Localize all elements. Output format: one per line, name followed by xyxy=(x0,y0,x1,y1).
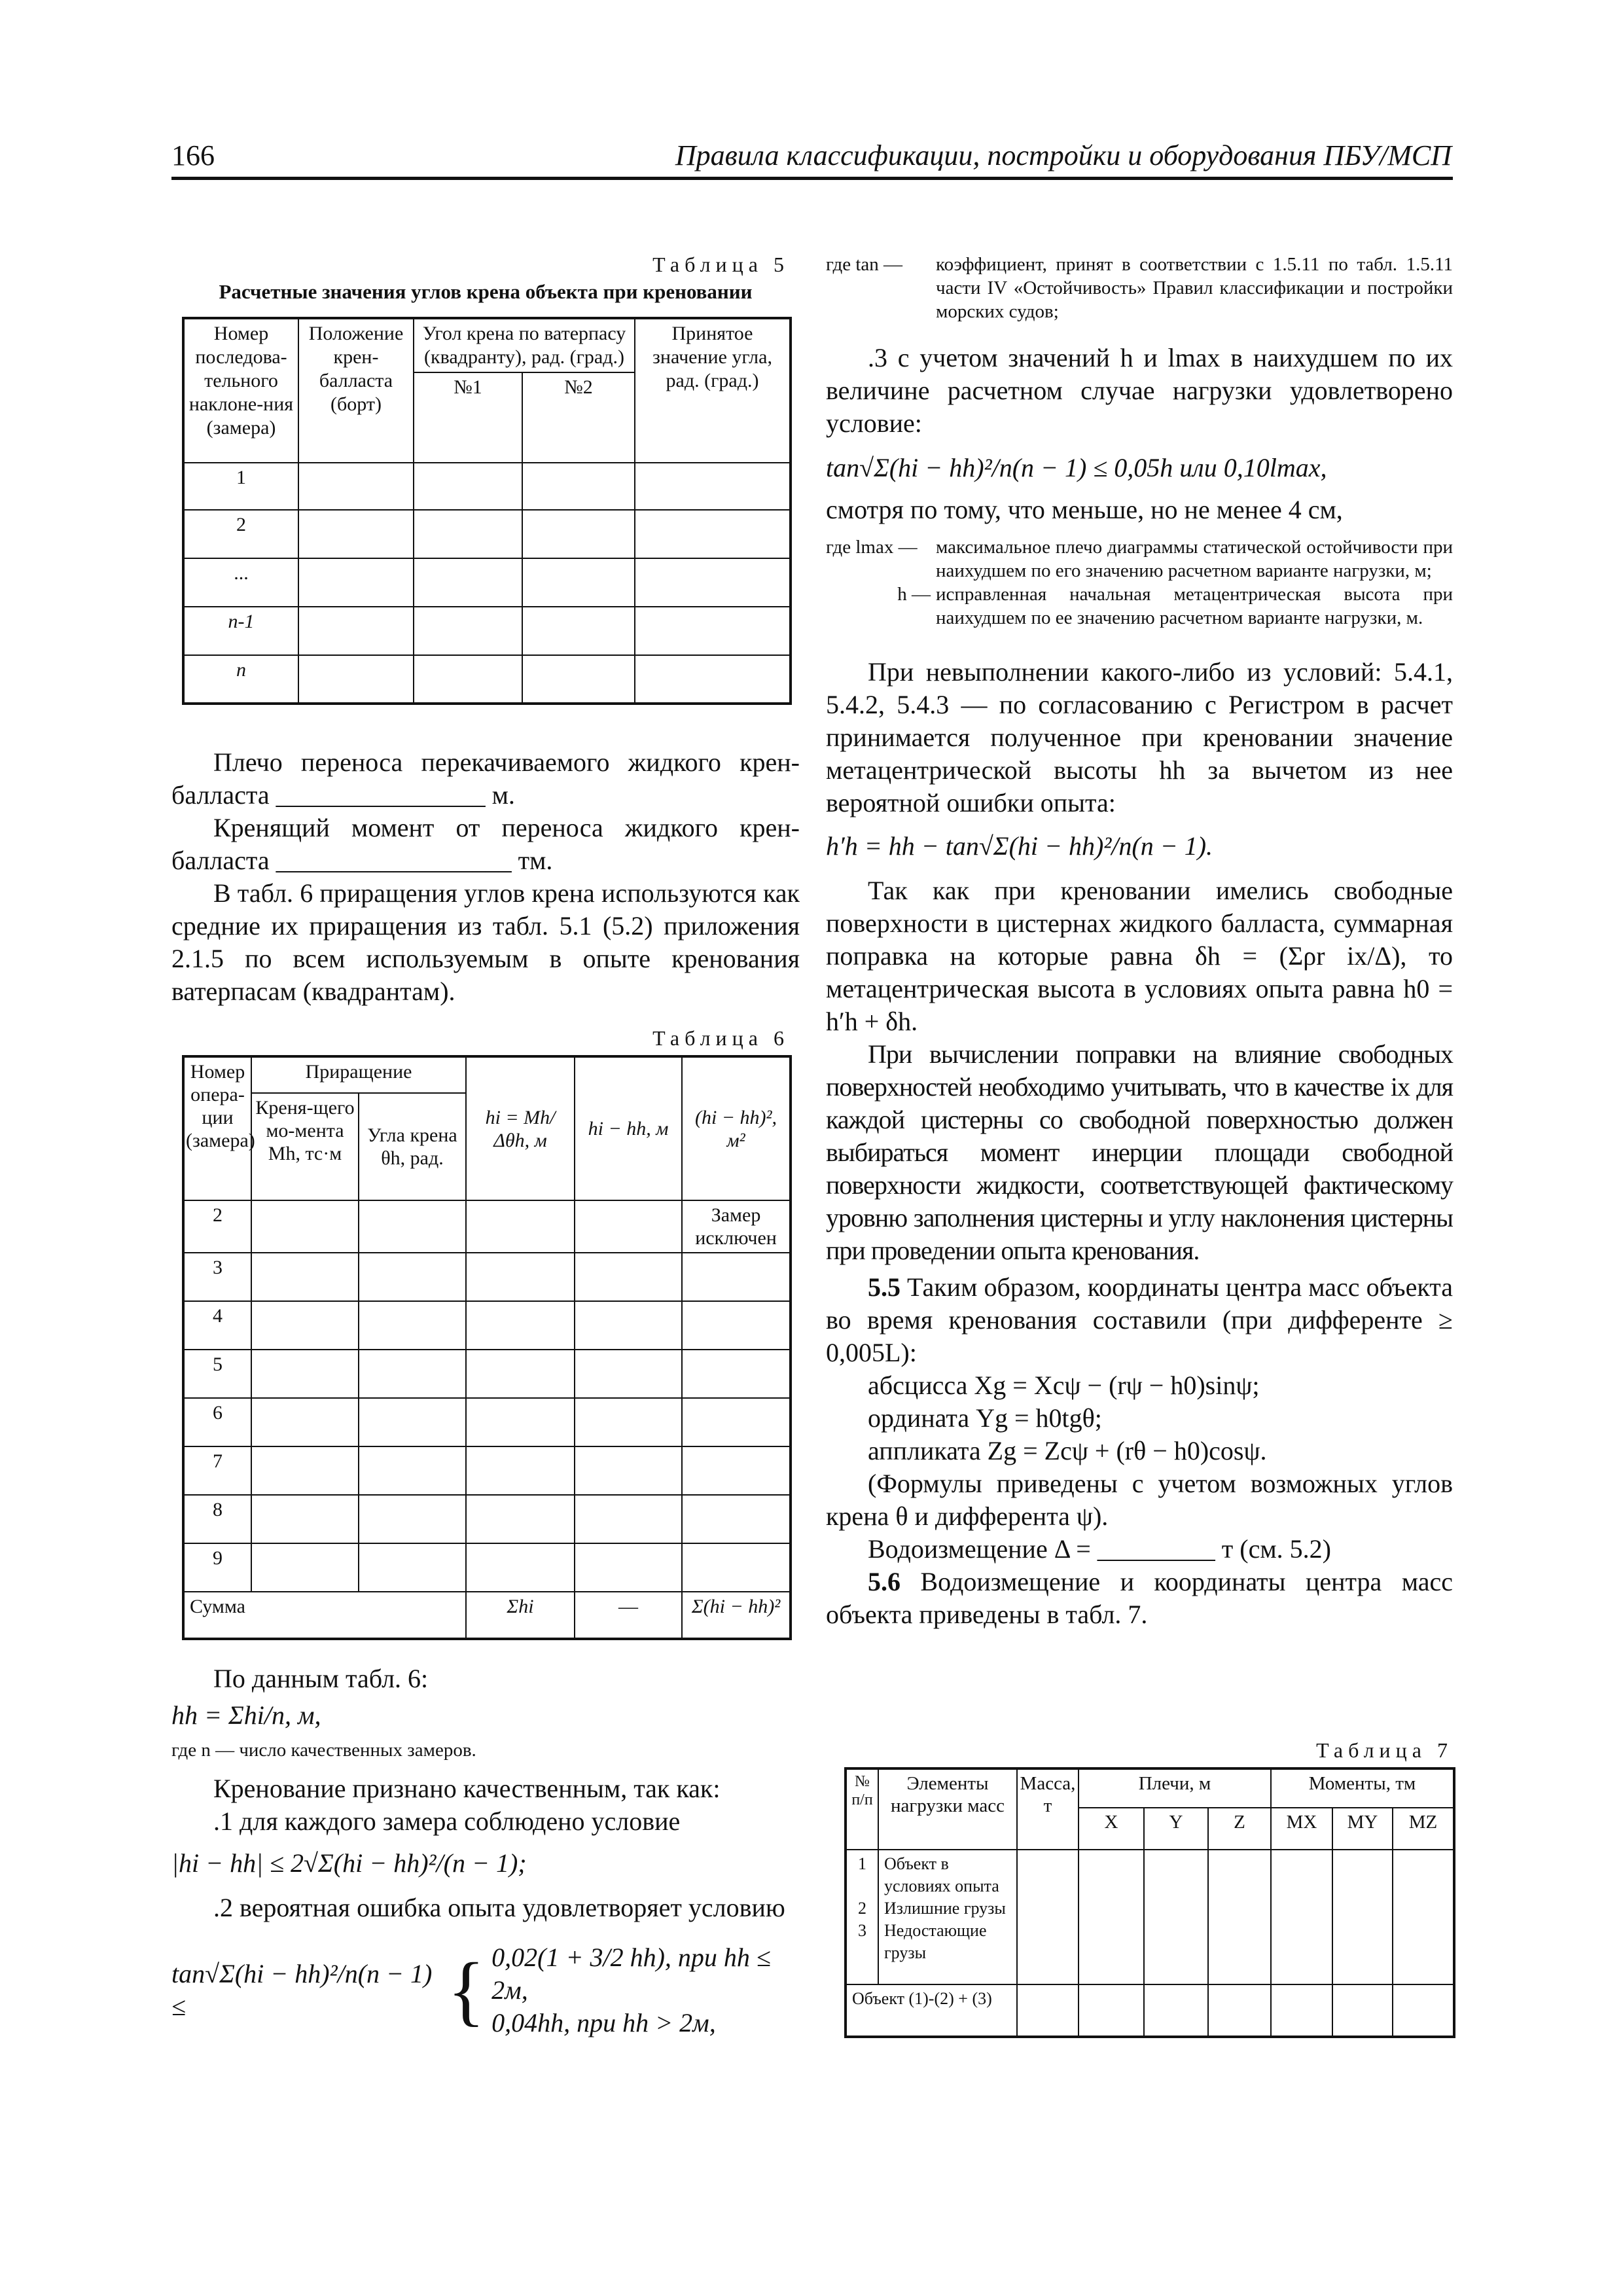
t7-total: Объект (1)-(2) + (3) xyxy=(846,1984,1017,2037)
t5-header-number: Номер последова-тельного наклоне-ния (замера) xyxy=(183,318,298,463)
t6-row-num: 7 xyxy=(183,1446,251,1495)
t6-row-num: 3 xyxy=(183,1253,251,1301)
t7-row-num: 3 xyxy=(858,1921,866,1940)
t7-header-num: № п/п xyxy=(846,1768,878,1850)
page-number: 166 xyxy=(171,139,215,171)
t7-header-moments: Моменты, тм xyxy=(1271,1768,1454,1808)
formula-cond2 xyxy=(171,1941,800,2039)
formula-cond2-case2: 0,04hh, при hh > 2м, xyxy=(491,2008,716,2037)
para-cond3: .3 с учетом значений h и lmax в наихудшем по их величине расчетном случае нагрузки удовлетворено условие: xyxy=(826,343,1453,438)
para-table6-intro: В табл. 6 приращения углов крена используются как средние их приращения из табл. 5.1 (5.2) приложения 2.1.5 по всем используемым в опыте кренования ватерпасам (квадрантам). xyxy=(171,878,800,1006)
table5 xyxy=(182,317,792,705)
t6-header-number: Номер опера-ции (замера) xyxy=(183,1056,251,1200)
where-h-key: h — xyxy=(897,584,931,605)
t6-sum-dash: — xyxy=(575,1592,682,1639)
para-free-surface: Так как при креновании имелись свободные поверхности в цистернах жидкого балласта, суммарная поправка на которые равна δh = (Σρr ix/Δ), то метацентрическая высота в условиях опыта равна h0 = h′h + δh. xyxy=(826,876,1453,1036)
table7 xyxy=(844,1767,1455,2038)
formula-corrected-h: h′h = hh − tan√Σ(hi − hh)²/n(n − 1). xyxy=(826,831,1213,861)
t6-row-num: 4 xyxy=(183,1301,251,1350)
t7-header-z: Z xyxy=(1208,1808,1271,1850)
table6 xyxy=(182,1055,792,1640)
t7-header-mz: MZ xyxy=(1393,1808,1454,1850)
t6-row-num: 5 xyxy=(183,1350,251,1398)
header-rule xyxy=(171,177,1453,180)
t6-header-diff: hi − hh, м xyxy=(575,1056,682,1200)
t6-row-num: 9 xyxy=(183,1543,251,1592)
t6-header-moment: Креня-щего мо-мента Mh, тс·м xyxy=(251,1093,359,1200)
formula-cond1: |hi − hh| ≤ 2√Σ(hi − hh)²/(n − 1); xyxy=(171,1848,527,1878)
t5-header-angle: Угол крена по ватерпасу (квадранту), рад. (град.) xyxy=(414,318,635,372)
formula-cond2-case1: 0,02(1 + 3/2 hh), при hh ≤ 2м, xyxy=(491,1943,771,2005)
table5-label: Таблица 5 xyxy=(652,253,789,276)
t7-header-arms: Плечи, м xyxy=(1079,1768,1271,1808)
t5-row-num: 2 xyxy=(183,510,298,558)
where-lmax xyxy=(826,535,1453,583)
t7-header-mass: Масса, т xyxy=(1017,1768,1079,1850)
t6-row-num: 2 xyxy=(183,1200,251,1253)
table5-caption: Расчетные значения углов крена объекта при креновании xyxy=(219,280,753,303)
para-cond1: .1 для каждого замера соблюдено условие xyxy=(213,1806,681,1836)
table7-label: Таблица 7 xyxy=(1316,1738,1453,1762)
section-num-5-6: 5.6 xyxy=(868,1567,901,1596)
t7-item-excess: Излишние грузы xyxy=(884,1899,1006,1918)
t6-sum-hi: Σhi xyxy=(466,1592,575,1639)
t7-header-x: X xyxy=(1079,1808,1144,1850)
formula-cond3: tan√Σ(hi − hh)²/n(n − 1) ≤ 0,05h или 0,10lmax, xyxy=(826,453,1327,482)
where-tan xyxy=(826,253,1453,323)
t7-header-elements: Элементы нагрузки масс xyxy=(878,1768,1017,1850)
para-by-data: По данным табл. 6: xyxy=(213,1664,429,1693)
para-displacement: Водоизмещение Δ = _________ т (см. 5.2) xyxy=(868,1534,1331,1564)
t6-header-hi: hi = Mh/Δθh, м xyxy=(466,1056,575,1200)
formula-hh: hh = Σhi/n, м, xyxy=(171,1700,321,1730)
brace-icon: { xyxy=(447,1946,486,2034)
para-moment-inertia: При вычислении поправки на влияние свободных поверхностей необходимо учитывать, что в качестве ix для каждой цистерны со свободной поверхностью должен выбираться момент инерции площади свободной поверхности жидкости, соответствующей фактическому уровню заполнения цистерны и углу наклонения цистерны при проведении опыта кренования. xyxy=(826,1039,1453,1265)
where-h xyxy=(826,583,1453,630)
where-n: где n — число качественных замеров. xyxy=(171,1740,476,1761)
t5-row-num: n-1 xyxy=(183,607,298,655)
formula-zg: аппликата Zg = Zcψ + (rθ − h0)cosψ. xyxy=(868,1436,1267,1465)
t7-item-object: Объект в условиях опыта xyxy=(884,1854,999,1895)
where-tan-key: где tan — xyxy=(826,254,903,275)
formula-xg: абсцисса Xg = Xcψ − (rψ − h0)sinψ; xyxy=(868,1371,1260,1400)
running-title: Правила классификации, постройки и оборудования ПБУ/МСП xyxy=(675,139,1452,171)
para-table7-intro: Водоизмещение и координаты центра масс объекта приведены в табл. 7. xyxy=(826,1567,1453,1629)
para-heeling-moment: Кренящий момент от переноса жидкого крен-балласта __________________ тм. xyxy=(171,813,800,875)
t6-row-num: 6 xyxy=(183,1398,251,1446)
t5-row-num: 1 xyxy=(183,463,298,510)
where-h-value: исправленная начальная метацентрическая высота при наихудшем по ее значению расчетном варианте нагрузки, м. xyxy=(936,584,1453,628)
t6-sum-square: Σ(hi − hh)² xyxy=(682,1592,791,1639)
t7-header-my: MY xyxy=(1332,1808,1393,1850)
para-failure: При невыполнении какого-либо из условий: 5.4.1, 5.4.2, 5.4.3 — по согласованию с Регистром в расчет принимается полученное при креновании значение метацентрической высоты hh за вычетом из нее вероятной ошибки опыта: xyxy=(826,657,1453,817)
t5-header-accepted: Принятое значение угла, рад. (град.) xyxy=(635,318,791,463)
t5-row-num: ... xyxy=(183,558,298,607)
where-lmax-key: где lmax — xyxy=(826,537,918,558)
where-lmax-value: максимальное плечо диаграммы статической остойчивости при наихудшем по его значению расчетном варианте нагрузки, м; xyxy=(936,537,1453,581)
t6-row-num: 8 xyxy=(183,1495,251,1543)
para-shoulder: Плечо переноса перекачиваемого жидкого крен-балласта ________________ м. xyxy=(171,747,800,810)
t6-header-angle: Угла крена θh, рад. xyxy=(359,1093,466,1200)
t6-excluded-note: Замер исключен xyxy=(682,1200,791,1253)
t7-row-num: 1 xyxy=(858,1854,866,1873)
t5-header-position: Положение крен-балласта (борт) xyxy=(298,318,414,463)
formula-cond2-left: tan√Σ(hi − hh)²/n(n − 1) ≤ xyxy=(171,1959,433,2021)
t7-item-missing: Недостающие грузы xyxy=(884,1921,987,1962)
t6-header-square: (hi − hh)², м² xyxy=(682,1056,791,1200)
t5-header-n2: №2 xyxy=(522,372,635,463)
t7-row-num: 2 xyxy=(858,1899,866,1918)
t7-header-mx: MX xyxy=(1271,1808,1332,1850)
formula-yg: ордината Yg = h0tgθ; xyxy=(868,1403,1102,1433)
table6-label: Таблица 6 xyxy=(652,1026,789,1050)
t6-header-increment: Приращение xyxy=(251,1056,466,1093)
para-coords: Таким образом, координаты центра масс объекта во время кренования составили (при дифференте ≥ 0,005L): xyxy=(826,1272,1453,1367)
where-tan-value: коэффициент, принят в соответствии с 1.5.11 по табл. 1.5.11 части IV «Остойчивость» Правил классификации и постройки морских судов; xyxy=(936,254,1453,322)
t5-row-num: n xyxy=(183,655,298,704)
t5-header-n1: №1 xyxy=(414,372,522,463)
t7-header-y: Y xyxy=(1144,1808,1208,1850)
t6-sum-label: Сумма xyxy=(183,1592,466,1639)
para-quality: Кренование признано качественным, так как: xyxy=(213,1774,721,1803)
para-whichever: смотря по тому, что меньше, но не менее 4 см, xyxy=(826,495,1343,524)
para-formula-note: (Формулы приведены с учетом возможных углов крена θ и дифферента ψ). xyxy=(826,1469,1453,1531)
para-cond2: .2 вероятная ошибка опыта удовлетворяет условию xyxy=(213,1893,785,1922)
section-num-5-5: 5.5 xyxy=(868,1272,901,1302)
